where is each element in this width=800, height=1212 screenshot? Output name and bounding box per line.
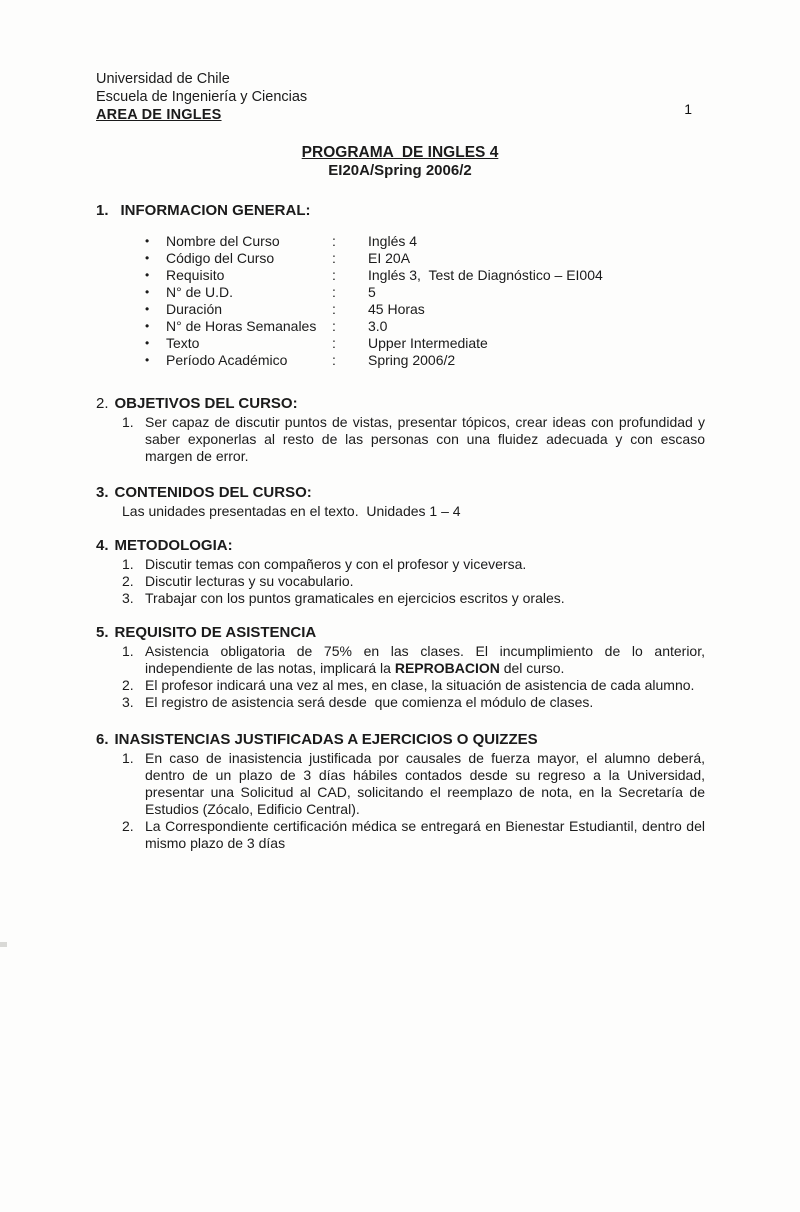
info-label: N° de U.D. (166, 284, 234, 300)
section-6-items (122, 750, 709, 852)
list-item (122, 818, 709, 852)
section-objetivos (96, 395, 709, 465)
info-value: Inglés 4 (368, 233, 418, 249)
section-inasistencias (96, 731, 709, 852)
section-4-title: METODOLOGIA: (114, 537, 233, 554)
bullet-icon: • (145, 285, 150, 299)
info-row (96, 267, 705, 284)
section-5-title: REQUISITO DE ASISTENCIA (114, 624, 317, 641)
info-row (96, 352, 705, 369)
scan-artifact (0, 942, 7, 947)
list-item (122, 677, 705, 694)
list-item (122, 750, 709, 818)
info-colon: : (332, 250, 336, 266)
section-2-title: OBJETIVOS DEL CURSO: (114, 395, 298, 412)
info-value: Upper Intermediate (368, 335, 488, 351)
section-4-items (122, 556, 705, 607)
course-info-list (96, 233, 705, 369)
info-colon: : (332, 267, 336, 283)
header-department: AREA DE INGLES (96, 107, 222, 123)
info-label: Nombre del Curso (166, 233, 280, 249)
bullet-icon: • (145, 319, 150, 333)
item-number: 3. (122, 694, 134, 710)
section-asistencia (96, 624, 709, 711)
item-text: Discutir temas con compañeros y con el profesor y viceversa. (145, 556, 527, 572)
list-item (122, 643, 709, 677)
item-number: 1. (122, 414, 134, 430)
list-item (122, 414, 709, 465)
info-value: 3.0 (368, 318, 388, 334)
section-6-title: INASISTENCIAS JUSTIFICADAS A EJERCICIOS O QUIZZES (114, 731, 538, 748)
item-text: La Correspondiente certificación médica se entregará en Bienestar Estudiantil, dentro del mismo plazo de 3 días (145, 818, 709, 851)
document-title: PROGRAMA DE INGLES 4 (301, 144, 499, 161)
info-row (96, 233, 705, 250)
info-colon: : (332, 335, 336, 351)
info-colon: : (332, 301, 336, 317)
info-label: Período Académico (166, 352, 288, 368)
page-number: 1 (684, 101, 692, 117)
info-label: Duración (166, 301, 223, 317)
item-number: 1. (122, 643, 134, 659)
bullet-icon: • (145, 336, 150, 350)
info-value: 5 (368, 284, 376, 300)
info-colon: : (332, 284, 336, 300)
section-2-number: 2. (96, 395, 109, 412)
section-contenidos (96, 484, 705, 520)
header-institution: Universidad de Chile (96, 71, 230, 87)
info-row (96, 284, 705, 301)
info-label: Texto (166, 335, 200, 351)
section-5-items (122, 643, 709, 711)
bullet-icon: • (145, 251, 150, 265)
info-row (96, 250, 705, 267)
list-item (122, 590, 705, 607)
section-3-body: Las unidades presentadas en el texto. Unidades 1 – 4 (122, 503, 461, 519)
item-text-pre: Asistencia obligatoria de 75% en las clases. El incumplimiento de lo anterior, independiente de las notas, implicará la (145, 643, 709, 676)
item-number: 2. (122, 818, 134, 834)
info-label: Requisito (166, 267, 225, 283)
item-text: Trabajar con los puntos gramaticales en ejercicios escritos y orales. (145, 590, 565, 606)
item-text: El registro de asistencia será desde que comienza el módulo de clases. (145, 694, 594, 710)
info-colon: : (332, 352, 336, 368)
section-5-heading (96, 624, 705, 642)
item-number: 1. (122, 750, 134, 766)
item-text: Ser capaz de discutir puntos de vistas, presentar tópicos, crear ideas con profundidad y saber exponerlas al resto de las personas con una fluidez adecuada y con escaso margen de error. (145, 414, 709, 464)
section-6-number: 6. (96, 731, 109, 748)
section-1-heading (96, 202, 705, 220)
section-1-number: 1. (96, 202, 109, 219)
info-label: N° de Horas Semanales (166, 318, 317, 334)
info-row (96, 318, 705, 335)
item-text-post: del curso. (499, 660, 565, 676)
item-text: En caso de inasistencia justificada por causales de fuerza mayor, el alumno deberá, dentro de un plazo de 3 días hábiles contados desde su regreso a la Universidad, presentar una Solicitud al CAD, solicitando el reemplazo de nota, en la Secretaría de Estudios (Zócalo, Edificio Central). (145, 750, 709, 817)
list-item (122, 694, 705, 711)
section-4-number: 4. (96, 537, 109, 554)
item-text (145, 643, 709, 677)
item-number: 3. (122, 590, 134, 606)
info-value: 45 Horas (368, 301, 425, 317)
title-block (0, 143, 800, 180)
list-item (122, 556, 705, 573)
info-colon: : (332, 233, 336, 249)
section-2-heading (96, 395, 705, 413)
list-item (122, 573, 705, 590)
document-subtitle: EI20A/Spring 2006/2 (328, 162, 472, 179)
info-value: EI 20A (368, 250, 411, 266)
item-number: 1. (122, 556, 134, 572)
section-3-heading (96, 484, 705, 502)
bullet-icon: • (145, 234, 150, 248)
bullet-icon: • (145, 302, 150, 316)
section-metodologia (96, 537, 705, 607)
item-text: El profesor indicará una vez al mes, en clase, la situación de asistencia de cada alumno. (145, 677, 695, 693)
info-row (96, 301, 705, 318)
section-3-number: 3. (96, 484, 109, 501)
header-school: Escuela de Ingeniería y Ciencias (96, 89, 308, 105)
section-2-items (122, 414, 709, 465)
info-value: Inglés 3, Test de Diagnóstico – EI004 (368, 267, 603, 283)
bullet-icon: • (145, 353, 150, 367)
document-header (96, 70, 705, 124)
section-4-heading (96, 537, 705, 555)
section-3-title: CONTENIDOS DEL CURSO: (114, 484, 312, 501)
info-label: Código del Curso (166, 250, 275, 266)
item-text: Discutir lecturas y su vocabulario. (145, 573, 354, 589)
info-row (96, 335, 705, 352)
item-number: 2. (122, 677, 134, 693)
section-5-number: 5. (96, 624, 109, 641)
info-value: Spring 2006/2 (368, 352, 456, 368)
item-number: 2. (122, 573, 134, 589)
section-6-heading (96, 731, 705, 749)
section-informacion-general (96, 202, 705, 369)
section-1-title: INFORMACION GENERAL: (120, 202, 311, 219)
bullet-icon: • (145, 268, 150, 282)
item-text-bold: REPROBACION (394, 660, 500, 676)
info-colon: : (332, 318, 336, 334)
